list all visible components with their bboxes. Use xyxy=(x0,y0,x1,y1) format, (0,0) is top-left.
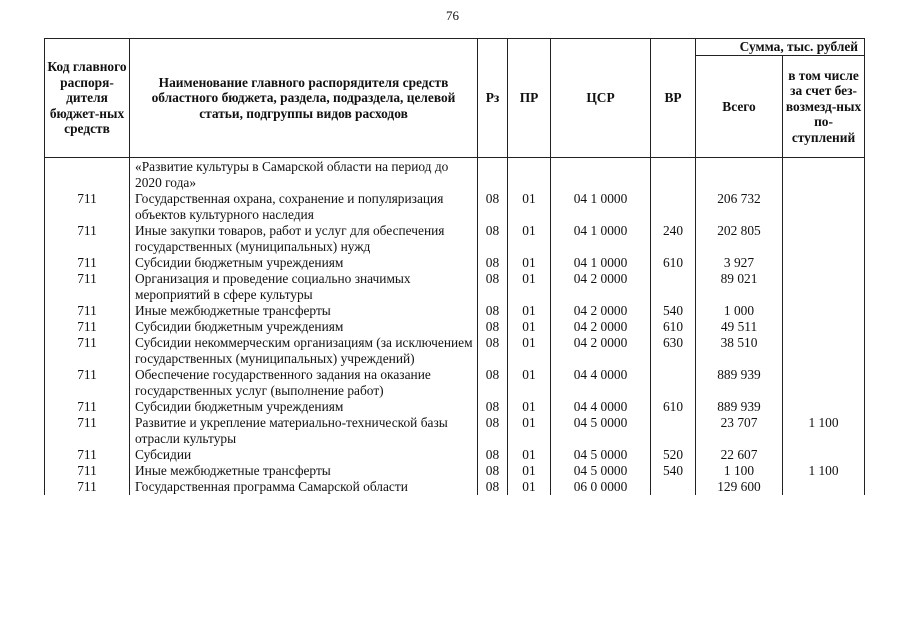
table-row xyxy=(45,415,865,447)
cell-vr: 630 xyxy=(651,335,696,367)
cell-name: Обеспечение государственного задания на оказание государственных услуг (выполнение работ) xyxy=(130,367,478,399)
cell-csr: 04 2 0000 xyxy=(551,271,651,303)
cell-pr: 01 xyxy=(508,335,551,367)
table-row xyxy=(45,255,865,271)
cell-pr: 01 xyxy=(508,463,551,479)
cell-code: 711 xyxy=(45,271,130,303)
cell-total: 89 021 xyxy=(696,271,783,303)
cell-free xyxy=(783,271,865,303)
cell-csr: 06 0 0000 xyxy=(551,479,651,495)
cell-vr: 540 xyxy=(651,463,696,479)
cell-name: Иные межбюджетные трансферты xyxy=(130,463,478,479)
cell-rz: 08 xyxy=(478,223,508,255)
cell-vr: 610 xyxy=(651,319,696,335)
cell-csr: 04 1 0000 xyxy=(551,223,651,255)
cell-pr: 01 xyxy=(508,319,551,335)
cell-rz: 08 xyxy=(478,191,508,223)
cell-code: 711 xyxy=(45,447,130,463)
cell-total: 202 805 xyxy=(696,223,783,255)
cell-free: 1 100 xyxy=(783,415,865,447)
cell-total xyxy=(696,158,783,192)
cell-vr xyxy=(651,415,696,447)
cell-free xyxy=(783,255,865,271)
cell-name: Субсидии бюджетным учреждениям xyxy=(130,319,478,335)
cell-csr: 04 4 0000 xyxy=(551,399,651,415)
cell-vr: 610 xyxy=(651,399,696,415)
cell-total: 206 732 xyxy=(696,191,783,223)
table-row xyxy=(45,335,865,367)
cell-vr xyxy=(651,479,696,495)
cell-pr: 01 xyxy=(508,271,551,303)
table-row xyxy=(45,319,865,335)
cell-rz: 08 xyxy=(478,447,508,463)
cell-name: «Развитие культуры в Самарской области на период до 2020 года» xyxy=(130,158,478,192)
cell-rz: 08 xyxy=(478,303,508,319)
cell-name: Субсидии бюджетным учреждениям xyxy=(130,399,478,415)
cell-pr: 01 xyxy=(508,367,551,399)
table-body xyxy=(45,158,865,496)
cell-rz: 08 xyxy=(478,319,508,335)
cell-free xyxy=(783,158,865,192)
cell-vr xyxy=(651,191,696,223)
table-row xyxy=(45,479,865,495)
cell-csr: 04 5 0000 xyxy=(551,415,651,447)
cell-name: Субсидии xyxy=(130,447,478,463)
cell-code: 711 xyxy=(45,399,130,415)
cell-csr xyxy=(551,158,651,192)
cell-pr: 01 xyxy=(508,255,551,271)
cell-total: 1 000 xyxy=(696,303,783,319)
cell-total: 889 939 xyxy=(696,367,783,399)
table-row xyxy=(45,399,865,415)
page-number: 76 xyxy=(446,8,459,23)
table-row xyxy=(45,303,865,319)
cell-total: 129 600 xyxy=(696,479,783,495)
cell-total: 22 607 xyxy=(696,447,783,463)
cell-name: Государственная программа Самарской области xyxy=(130,479,478,495)
cell-rz xyxy=(478,158,508,192)
cell-rz: 08 xyxy=(478,271,508,303)
cell-free xyxy=(783,399,865,415)
header-free: в том числе за счет без-возмезд-ных по-ступлений xyxy=(783,56,865,158)
cell-total: 49 511 xyxy=(696,319,783,335)
cell-csr: 04 4 0000 xyxy=(551,367,651,399)
cell-vr xyxy=(651,271,696,303)
cell-code: 711 xyxy=(45,255,130,271)
cell-total: 38 510 xyxy=(696,335,783,367)
header-code: Код главного распоря-дителя бюджет-ных средств xyxy=(45,39,130,158)
cell-rz: 08 xyxy=(478,399,508,415)
cell-csr: 04 2 0000 xyxy=(551,335,651,367)
cell-rz: 08 xyxy=(478,335,508,367)
cell-free xyxy=(783,303,865,319)
cell-free xyxy=(783,479,865,495)
cell-pr: 01 xyxy=(508,479,551,495)
cell-name: Организация и проведение социально значимых мероприятий в сфере культуры xyxy=(130,271,478,303)
cell-csr: 04 5 0000 xyxy=(551,447,651,463)
cell-free xyxy=(783,223,865,255)
cell-total: 23 707 xyxy=(696,415,783,447)
cell-code: 711 xyxy=(45,415,130,447)
cell-csr: 04 5 0000 xyxy=(551,463,651,479)
cell-rz: 08 xyxy=(478,479,508,495)
header-csr: ЦСР xyxy=(551,39,651,158)
cell-csr: 04 2 0000 xyxy=(551,319,651,335)
cell-code: 711 xyxy=(45,223,130,255)
table-row xyxy=(45,191,865,223)
cell-total: 3 927 xyxy=(696,255,783,271)
cell-name: Иные закупки товаров, работ и услуг для обеспечения государственных (муниципальных) нужд xyxy=(130,223,478,255)
cell-code: 711 xyxy=(45,335,130,367)
cell-vr xyxy=(651,158,696,192)
header-vr: ВР xyxy=(651,39,696,158)
cell-vr: 610 xyxy=(651,255,696,271)
header-rz: Рз xyxy=(478,39,508,158)
cell-free xyxy=(783,335,865,367)
cell-code xyxy=(45,158,130,192)
cell-total: 1 100 xyxy=(696,463,783,479)
cell-pr: 01 xyxy=(508,447,551,463)
cell-name: Государственная охрана, сохранение и популяризация объектов культурного наследия xyxy=(130,191,478,223)
cell-free xyxy=(783,447,865,463)
table-row xyxy=(45,158,865,192)
cell-code: 711 xyxy=(45,463,130,479)
cell-pr xyxy=(508,158,551,192)
cell-pr: 01 xyxy=(508,191,551,223)
cell-vr: 540 xyxy=(651,303,696,319)
cell-pr: 01 xyxy=(508,415,551,447)
cell-name: Субсидии некоммерческим организациям (за исключением государственных (муниципальных) учреждений) xyxy=(130,335,478,367)
table-row xyxy=(45,447,865,463)
cell-free xyxy=(783,367,865,399)
cell-vr xyxy=(651,367,696,399)
cell-code: 711 xyxy=(45,303,130,319)
cell-free: 1 100 xyxy=(783,463,865,479)
table-row xyxy=(45,271,865,303)
header-pr: ПР xyxy=(508,39,551,158)
cell-rz: 08 xyxy=(478,415,508,447)
cell-csr: 04 2 0000 xyxy=(551,303,651,319)
cell-code: 711 xyxy=(45,191,130,223)
cell-total: 889 939 xyxy=(696,399,783,415)
table-row xyxy=(45,223,865,255)
cell-name: Иные межбюджетные трансферты xyxy=(130,303,478,319)
cell-pr: 01 xyxy=(508,223,551,255)
header-sum: Сумма, тыс. рублей xyxy=(696,39,865,56)
cell-rz: 08 xyxy=(478,367,508,399)
cell-free xyxy=(783,319,865,335)
cell-vr: 520 xyxy=(651,447,696,463)
header-name: Наименование главного распорядителя средств областного бюджета, раздела, подраздела, целевой статьи, подгруппы видов расходов xyxy=(130,39,478,158)
cell-rz: 08 xyxy=(478,255,508,271)
table-row xyxy=(45,367,865,399)
budget-table xyxy=(44,38,865,495)
header-total: Всего xyxy=(696,56,783,158)
cell-code: 711 xyxy=(45,319,130,335)
table-header xyxy=(45,39,865,158)
cell-free xyxy=(783,191,865,223)
cell-name: Развитие и укрепление материально-технической базы отрасли культуры xyxy=(130,415,478,447)
cell-pr: 01 xyxy=(508,303,551,319)
cell-rz: 08 xyxy=(478,463,508,479)
cell-vr: 240 xyxy=(651,223,696,255)
cell-csr: 04 1 0000 xyxy=(551,191,651,223)
cell-name: Субсидии бюджетным учреждениям xyxy=(130,255,478,271)
cell-code: 711 xyxy=(45,479,130,495)
cell-code: 711 xyxy=(45,367,130,399)
cell-csr: 04 1 0000 xyxy=(551,255,651,271)
cell-pr: 01 xyxy=(508,399,551,415)
table-row xyxy=(45,463,865,479)
